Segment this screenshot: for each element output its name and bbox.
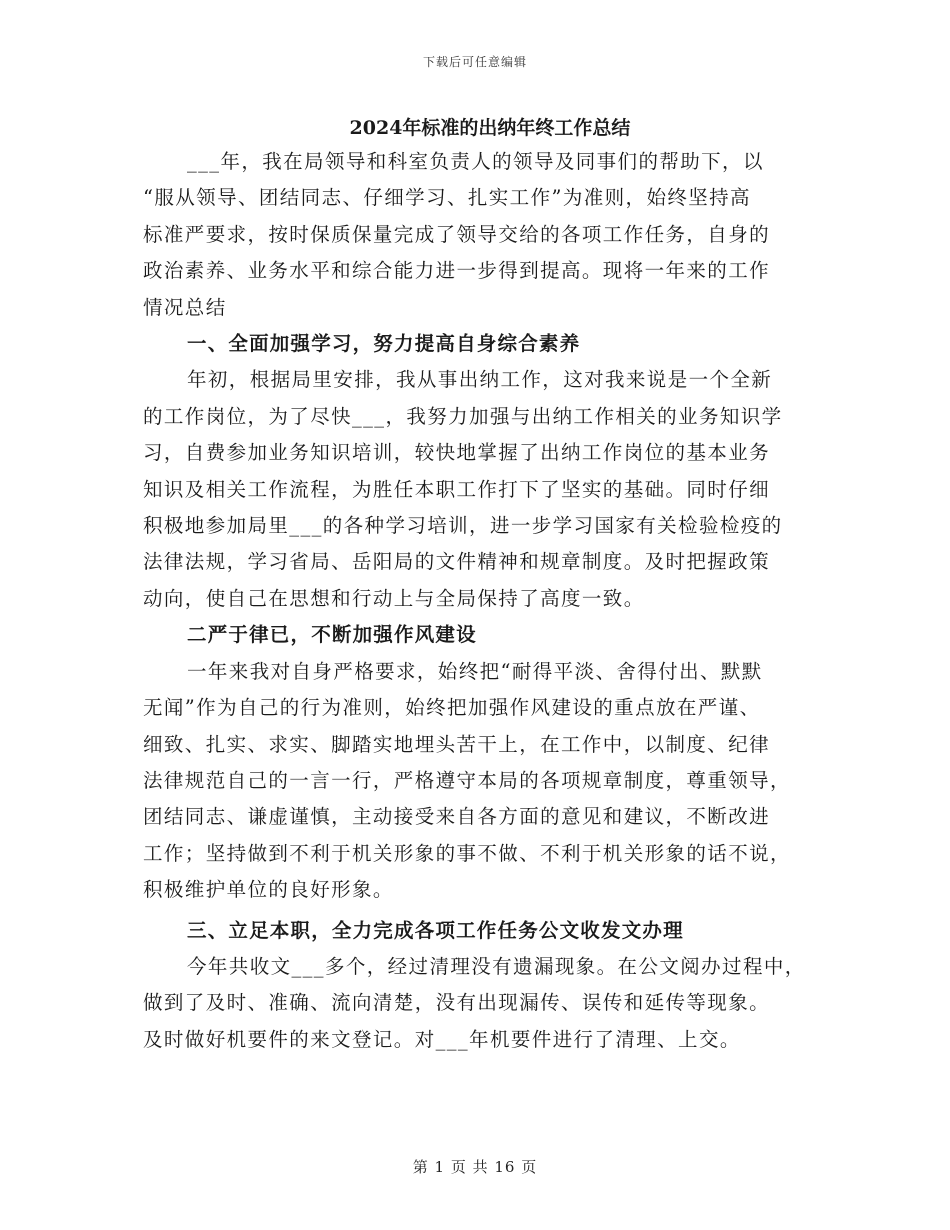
text-line: 工作；坚持做到不利于机关形象的事不做、不利于机关形象的话不说， xyxy=(143,841,791,865)
text-line: 知识及相关工作流程，为胜任本职工作打下了坚实的基础。同时仔细 xyxy=(143,477,771,501)
text-line: 政治素养、业务水平和综合能力进一步得到提高。现将一年来的工作 xyxy=(143,259,771,283)
text-line: 今年共收文___多个，经过清理没有遗漏现象。在公文阅办过程中， xyxy=(187,954,806,978)
document-body xyxy=(143,112,817,1058)
page-number: 第 1 页 共 16 页 xyxy=(412,1158,538,1176)
text-line: 团结同志、谦虚谨慎，主动接受来自各方面的意见和建议，不断改进 xyxy=(143,805,771,829)
text-line: 法律法规，学习省局、岳阳局的文件精神和规章制度。及时把握政策 xyxy=(143,550,771,574)
section-heading-3: 三、立足本职，全力完成各项工作任务公文收发文办理 xyxy=(187,918,684,942)
text-line: 及时做好机要件的来文登记。对___年机要件进行了清理、上交。 xyxy=(143,1027,741,1051)
section3-paragraph xyxy=(143,949,817,1058)
text-line: 标准严要求，按时保质保量完成了领导交给的各项工作任务，自身的 xyxy=(143,222,771,246)
text-line: “服从领导、团结同志、仔细学习、扎实工作”为准则，始终坚持高 xyxy=(143,186,751,210)
section1-paragraph xyxy=(143,362,817,617)
section-heading-1: 一、全面加强学习，努力提高自身综合素养 xyxy=(187,332,581,356)
text-line: 一年来我对自身严格要求，始终把“耐得平淡、舍得付出、默默 xyxy=(187,659,763,683)
text-line: 积极维护单位的良好形象。 xyxy=(143,878,394,902)
text-line: 动向，使自己在思想和行动上与全局保持了高度一致。 xyxy=(143,586,645,610)
text-line: 无闻”作为自己的行为准则，始终把加强作风建设的重点放在严谨、 xyxy=(143,696,761,720)
text-line: 积极地参加局里___的各种学习培训，进一步学习国家有关检验检疫的 xyxy=(143,514,783,538)
text-line: 情况总结 xyxy=(143,295,227,319)
text-line: 年初，根据局里安排，我从事出纳工作，这对我来说是一个全新 xyxy=(187,368,773,392)
text-line: ___年，我在局领导和科室负责人的领导及同事们的帮助下，以 xyxy=(187,150,764,173)
text-line: 的工作岗位，为了尽快___，我努力加强与出纳工作相关的业务知识学 xyxy=(143,404,783,428)
section2-paragraph xyxy=(143,654,817,909)
intro-paragraph xyxy=(143,144,817,326)
document-title: 2024年标准的出纳年终工作总结 xyxy=(349,117,631,139)
text-line: 法律规范自己的一言一行，严格遵守本局的各项规章制度，尊重领导， xyxy=(143,768,791,792)
download-note: 下载后可任意编辑 xyxy=(422,55,527,69)
text-line: 习，自费参加业务知识培训，较快地掌握了出纳工作岗位的基本业务 xyxy=(143,441,771,465)
text-line: 做到了及时、准确、流向清楚，没有出现漏传、误传和延传等现象。 xyxy=(143,991,771,1015)
text-line: 细致、扎实、求实、脚踏实地埋头苦干上，在工作中，以制度、纪律 xyxy=(143,732,771,756)
section-heading-2: 二严于律已，不断加强作风建设 xyxy=(187,623,477,647)
